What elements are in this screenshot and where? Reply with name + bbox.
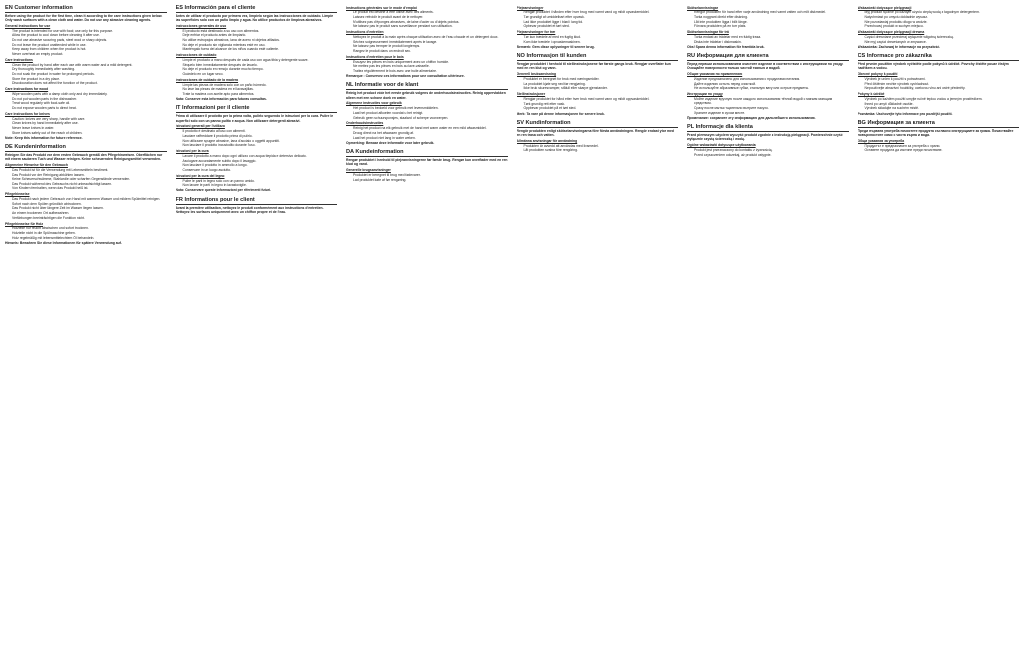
subsection-heading: Pokyny k údržbě	[857, 92, 885, 97]
section-title: EN Customer information	[5, 5, 167, 13]
instruction-list	[176, 58, 338, 76]
list-item: • Храните изделие в сухом месте.	[694, 111, 849, 115]
section-intro: Reinigen Sie das Produkt vor dem ersten Gebrauch gemäß den Pflegehinweisen. Oberflächen nur mit einem sauberen Tuch und Wasser reinigen. Keine scheuernden Reinigungsmittel verwenden.	[5, 152, 163, 162]
section-intro: Reinig het product vóór het eerste gebruik volgens de onderhoudsinstructies. Reinig oppervlakken alleen met een schone doek en water.	[346, 91, 506, 100]
list-item: • The product is intended for use with food; use only for this purpose.	[12, 29, 167, 33]
subsection-heading: Plejeanvisninger for træ	[516, 30, 556, 35]
list-item: • Ne laissez pas tremper le produit longtemps.	[353, 44, 508, 48]
language-section	[687, 53, 849, 120]
list-item: • An einem trockenen Ort aufbewahren.	[12, 211, 167, 215]
instruction-list	[517, 97, 679, 111]
section-title: SV Kundinformation	[517, 120, 679, 128]
instruction-list	[687, 10, 849, 28]
subsection-heading: Instrucciones de cuidado	[175, 53, 217, 58]
list-item: • Produktet er beregnet til brug med fødevarer.	[353, 173, 508, 177]
list-item: • Lad produktet køle af før rengøring.	[353, 178, 508, 182]
list-item: • Het product is bedoeld voor gebruik met levensmiddelen.	[353, 106, 508, 110]
list-item: • Laissez refroidir le produit avant de le nettoyer.	[353, 15, 508, 19]
instruction-list	[176, 83, 338, 97]
list-item: • Tør kun trædele af med en fugtig klud.	[524, 35, 679, 39]
section-title: NO Informasjon til kunden	[517, 53, 679, 61]
instruction-list	[858, 10, 1020, 28]
instruction-list	[858, 77, 1020, 91]
list-item: • Store the product in a dry place.	[12, 77, 167, 81]
language-section	[858, 120, 1020, 153]
list-item: • Das Produkt nicht über längere Zeit im Wasser liegen lassen.	[12, 206, 167, 210]
list-item: • Das Produkt vor der Reinigung abkühlen lassen.	[12, 173, 167, 177]
list-item: • Przed czyszczeniem odczekaj, aż produkt ostygnie.	[694, 153, 849, 157]
section-intro: Prima di utilizzare il prodotto per la prima volta, pulirlo seguendo le istruzioni per la cura. Pulire le superfici solo con un panno pulito e acqua. Non utilizzare detergenti abrasivi.	[175, 114, 334, 123]
section-title: CS Informace pro zákazníka	[858, 53, 1020, 61]
section-intro: Rengör produkten enligt skötselanvisningarna före första användningen. Rengör endast ytor med en ren trasa och vatten.	[516, 128, 675, 137]
list-item: • Tørk grundig rett etter vask.	[524, 102, 679, 106]
list-item: • Conservare in un luogo asciutto.	[183, 168, 338, 172]
list-item: • Nie pozostawiaj produktu długo w wodzie.	[865, 20, 1020, 24]
subsection-heading: Onderhoudsinstructies	[346, 121, 384, 126]
subsection-heading: Allgemeine Hinweise für den Gebrauch	[5, 163, 68, 168]
instruction-list	[5, 29, 167, 56]
section-title: IT Informazioni per il cliente	[176, 105, 338, 113]
list-item: • Сразу после мытья тщательно вытрите насухо.	[694, 106, 849, 110]
list-item: • Das Produkt während des Gebrauchs nicht unbeaufsichtigt lassen.	[12, 182, 167, 186]
list-item: • Reinig het product na elk gebruik met de hand met warm water en een mild afwasmiddel.	[353, 126, 508, 130]
instruction-list	[517, 77, 679, 91]
subsection-heading: Plejeanvisninger	[516, 5, 544, 10]
subsection-heading: Allmänna anvisningar för användning	[516, 138, 578, 143]
subsection-heading: Generelle brugsanvisninger	[346, 168, 391, 173]
subsection-heading: Instrucciones generales de uso	[175, 24, 227, 28]
instruction-list	[5, 226, 167, 240]
list-item: • Droog direct na het afwassen grondig af.	[353, 131, 508, 135]
list-item: • Oppbevar produktet på et tørt sted.	[524, 106, 679, 110]
list-item: • Das Produkt nach jedem Gebrauch von Hand mit warmem Wasser und mildem Spülmittel reinigen.	[12, 197, 167, 201]
list-item: • No deje el producto en remojo durante mucho tiempo.	[183, 67, 338, 71]
list-item: • Deje enfriar el producto antes de limpiarlo.	[183, 33, 338, 37]
list-item: • Продуктът е предназначен за употреба с храни.	[865, 144, 1020, 148]
instruction-list	[687, 77, 849, 91]
list-item: • Guárdelo en un lugar seco.	[183, 72, 338, 76]
list-item: • Holz regelmäßig mit lebensmittelechtem Öl behandeln.	[12, 236, 167, 240]
language-section	[5, 5, 167, 140]
list-item: • Дайте изделию остыть перед очисткой.	[694, 82, 849, 86]
instruction-list	[5, 92, 167, 110]
text-column	[176, 4, 338, 654]
list-item: • Ne laissez pas le produit sans surveillance pendant son utilisation.	[353, 24, 508, 28]
list-item: • Lad ikke produktet ligge i blød i lang tid.	[524, 20, 679, 24]
list-item: • Tør grundigt af umiddelbart efter opvask.	[524, 15, 679, 19]
list-item: • Nettoyez le produit à la main après chaque utilisation avec de l'eau chaude et un détergent doux.	[353, 35, 508, 39]
section-intro: Před prvním použitím výrobek vyčistěte podle pokynů k údržbě. Povrchy čistěte pouze čistým hadříkem a vodou.	[857, 62, 1009, 71]
list-item: • Limpie las piezas de madera solo con un paño húmedo.	[183, 83, 338, 87]
instruction-list	[5, 117, 167, 135]
subsection-heading: Generell bruksanvisning	[516, 72, 557, 77]
language-section	[687, 6, 849, 50]
subsection-heading: Wskazówki dotyczące pielęgnacji drewna	[857, 30, 925, 35]
section-note: Bemærk: Gem disse oplysninger til senere brug.	[516, 44, 595, 49]
subsection-heading: Instrucciones de cuidado de la madera	[175, 77, 239, 82]
list-item: • Torka noggrant direkt efter diskning.	[694, 15, 849, 19]
section-note: Примечание: сохраните эту информацию для дальнейшего использования.	[687, 115, 816, 120]
list-item: • Asciugare accuratamente subito dopo il lavaggio.	[183, 159, 338, 163]
list-item: • Non utilizzare spugne abrasive, lana d'acciaio o oggetti appuntiti.	[183, 139, 338, 143]
language-section	[346, 6, 508, 79]
subsection-heading: Ogólne wskazówki dotyczące użytkowania	[687, 143, 756, 148]
subsection-heading: Pflegehinweise	[5, 192, 30, 197]
instruction-list	[517, 35, 679, 44]
list-item: • Gebruik geen schuursponsjes, staalwol of scherpe voorwerpen.	[353, 116, 508, 120]
instruction-list	[858, 97, 1020, 111]
list-item: • Non lasciare il prodotto incustodito durante l'uso.	[183, 143, 338, 147]
list-item: • Výrobek po každém použití umyjte ručně teplou vodou a jemným prostředkem.	[865, 97, 1020, 101]
list-item: • Myj produkt ręcznie po każdym użyciu ciepłą wodą z łagodnym detergentem.	[865, 10, 1020, 14]
list-item: • Séquelo bien inmediatamente después de lavarlo.	[183, 63, 338, 67]
instruction-list	[176, 154, 338, 172]
list-item: • Produkt jest przeznaczony do kontaktu z żywnością.	[694, 148, 849, 152]
list-item: • Před čištěním nechte výrobek vychladnout.	[865, 82, 1020, 86]
instruction-list	[346, 173, 508, 182]
instruction-list	[858, 144, 1020, 153]
list-item: • Keine Scheuerschwämme, Stahlwolle oder scharfen Gegenstände verwenden.	[12, 177, 167, 181]
section-title: ES Información para el cliente	[176, 5, 338, 13]
list-item: • Do not expose wooden parts to direct heat.	[12, 106, 167, 110]
instruction-list	[5, 168, 167, 191]
instruction-list	[176, 179, 338, 188]
list-item: • Clean the product by hand after each use with warm water and a mild detergent.	[12, 63, 167, 67]
list-item: • Holzteile nur feucht abwischen und sofort trocknen.	[12, 226, 167, 230]
section-note: Nota: Conserve esta información para futuras consultas.	[175, 97, 267, 102]
list-item: • Låt inte produkten ligga i blöt länge.	[694, 20, 849, 24]
section-title: BG Информация за клиента	[858, 120, 1020, 128]
list-item: • Ikke bruk skuresvamper, stålull eller skarpe gjenstander.	[524, 86, 679, 90]
list-item: • Diska inte trädelar i diskmaskin.	[694, 40, 849, 44]
section-intro: Rengør produktet i henhold til plejeanvisningerne før første brug. Rengør kun overflader med en ren klud og vand.	[346, 157, 508, 167]
list-item: • Kom ikke trædele i opvaskemaskinen.	[524, 40, 679, 44]
list-item: • Allow the product to cool down before cleaning it after use.	[12, 33, 167, 37]
section-note: Nota: Conservare queste informazioni per riferimenti futuri.	[175, 188, 272, 193]
language-section	[517, 6, 679, 50]
list-item: • Manténgalo fuera del alcance de los niños cuando esté caliente.	[183, 47, 338, 51]
list-item: • Never overheat an empty product.	[12, 52, 167, 56]
text-column	[5, 4, 167, 654]
section-title: RU Информация для клиента	[687, 53, 849, 61]
instruction-list	[346, 35, 508, 53]
section-note: Hinweis: Bewahren Sie diese Informationen für spätere Verwendung auf.	[5, 240, 122, 245]
list-item: • Keep away from children when the product is hot.	[12, 47, 167, 51]
list-item: • Séchez soigneusement immédiatement après le lavage.	[353, 40, 508, 44]
section-note: Opmerking: Bewaar deze informatie voor later gebruik.	[346, 140, 435, 145]
language-section	[517, 120, 679, 153]
subsection-heading: Istruzioni generali per l'utilizzo	[175, 124, 225, 129]
section-note: Merk: Ta vare på denne informasjonen for senere bruk.	[516, 111, 605, 116]
list-item: • Non lasciare il prodotto in ammollo a lungo.	[183, 163, 338, 167]
list-item: • Essuyez les pièces en bois uniquement avec un chiffon humide.	[353, 60, 508, 64]
list-item: • Das Produkt ist für die Verwendung mit Lebensmitteln bestimmt.	[12, 168, 167, 172]
list-item: • Lavare il prodotto a mano dopo ogni utilizzo con acqua tiepida e detersivo delicato.	[183, 154, 338, 158]
list-item: • Caution: knives are very sharp, handle with care.	[12, 117, 167, 121]
list-item: • El producto está destinado a su uso con alimentos.	[183, 29, 338, 33]
section-title: FR Informations pour le client	[176, 197, 338, 205]
list-item: • Laat het product niet lang in water weken.	[353, 136, 508, 140]
list-item: • Rengör produkten för hand efter varje användning med varmt vatten och milt diskmedel.	[694, 10, 849, 14]
list-item: • No utilice estropajos abrasivos, lana de acero ni objetos afilados.	[183, 38, 338, 42]
list-item: • Le produit est destiné à être utilisé avec des aliments.	[353, 10, 508, 14]
list-item: • Výrobek je určen k použití s potravinami.	[865, 77, 1020, 81]
subsection-heading: Instructions d'entretien	[346, 30, 384, 35]
text-column	[346, 4, 508, 654]
list-item: • N'utilisez pas d'éponges abrasives, de laine d'acier ou d'objets pointus.	[353, 20, 508, 24]
instruction-list	[346, 126, 508, 140]
list-item: • No lave las piezas de madera en el lavavajillas.	[183, 87, 338, 91]
instruction-list	[687, 35, 849, 44]
subsection-heading: Algemene instructies voor gebruik	[346, 101, 402, 106]
list-item: • Do not soak the product in water for prolonged periods.	[12, 72, 167, 76]
list-item: • Nepoužívejte abrazivní houbičky, ocelovou vlnu ani ostré předměty.	[865, 86, 1020, 90]
section-intro: Before using the product for the first time, clean it according to the care instructions given below. Only wash surfaces with a clean cloth and water. Do not use any abrasive cleaning agents.	[5, 13, 163, 23]
list-item: • Rengør produktet i hånden efter hver brug med varmt vand og mildt opvaskemiddel.	[524, 10, 679, 14]
instruction-list	[176, 129, 338, 147]
list-item: • Natychmiast po umyciu dokładnie wysusz.	[865, 15, 1020, 19]
list-item: • Изделие предназначено для использования с продуктами питания.	[694, 77, 849, 81]
list-item: • Do not use abrasive scouring pads, steel wool or sharp objects.	[12, 38, 167, 42]
list-item: • Treat wood regularly with food-safe oil.	[12, 101, 167, 105]
list-item: • La produktet kjøle seg ned før rengjøring.	[524, 82, 679, 86]
instruction-list	[346, 106, 508, 120]
list-item: • Ne mettez pas les pièces en bois au lave-vaisselle.	[353, 64, 508, 68]
language-section	[176, 105, 338, 192]
list-item: • Rengjør produktet for hånd etter hver bruk med varmt vann og mildt oppvaskmiddel.	[524, 97, 679, 101]
list-item: • Laat het product afkoelen voordat u het reinigt.	[353, 111, 508, 115]
language-section	[176, 5, 338, 101]
list-item: • Förvara produkten på en torr plats.	[694, 24, 849, 28]
list-item: • Limpie el producto a mano después de cada uso con agua tibia y detergente suave.	[183, 58, 338, 62]
subsection-heading: Skötselanvisningar	[687, 5, 719, 10]
section-title: DA Kundeinformation	[346, 149, 508, 157]
list-item: • Do not put wooden parts in the dishwasher.	[12, 97, 167, 101]
list-item: • Výrobek skladujte na suchém místě.	[865, 106, 1020, 110]
list-item: • Discolouration does not affect the function of the product.	[12, 81, 167, 85]
list-item: • Rangez le produit dans un endroit sec.	[353, 49, 508, 53]
list-item: • Ihned po umytí důkladně osušte.	[865, 102, 1020, 106]
subsection-heading: Istruzioni per la cura	[175, 149, 209, 154]
list-item: • Pulire le parti in legno solo con un panno umido.	[183, 179, 338, 183]
list-item: • Sofort nach dem Spülen gründlich abtrocknen.	[12, 202, 167, 206]
instruction-list	[517, 10, 679, 28]
list-item: • Von Kindern fernhalten, wenn das Produkt heiß ist.	[12, 186, 167, 190]
section-title: NL Informatie voor de klant	[346, 82, 508, 90]
section-intro: Преди първата употреба почистете продукта съгласно инструкциите за грижа. Почиствайте повърхностите само с чиста кърпа и вода.	[857, 128, 1014, 137]
language-section	[176, 197, 338, 214]
instruction-list	[5, 63, 167, 86]
subsection-heading: Pflegehinweise für Holz	[5, 221, 44, 226]
list-item: • Opbevar produktet et tørt sted.	[524, 24, 679, 28]
text-column	[858, 4, 1020, 654]
subsection-heading: Instructions générales sur le mode d'emploi	[346, 5, 417, 10]
section-title: DE Kundeninformation	[5, 144, 167, 152]
list-item: • Låt produkten svalna före rengöring.	[524, 148, 679, 152]
instruction-list	[517, 144, 679, 153]
section-note: Obs! Spara denna information för framtida bruk.	[687, 44, 765, 49]
language-section	[687, 124, 849, 157]
subsection-heading: General instructions for use	[5, 24, 51, 28]
list-item: • Traitez régulièrement le bois avec une huile alimentaire.	[353, 69, 508, 73]
list-item: • Torka endast av trädelar med en fuktig trasa.	[694, 35, 849, 39]
subsection-heading: Skötselanvisningar för trä	[687, 30, 729, 35]
list-item: • No deje el producto sin vigilancia mientras esté en uso.	[183, 43, 338, 47]
list-item: • Dry thoroughly immediately after washing.	[12, 67, 167, 71]
instruction-list	[346, 60, 508, 74]
list-item: • Przechowuj produkt w suchym miejscu.	[865, 24, 1020, 28]
language-section	[346, 149, 508, 182]
list-item: • Clean knives by hand immediately after use.	[12, 121, 167, 125]
instruction-list	[687, 148, 849, 157]
language-section	[346, 82, 508, 145]
list-item: • Non lavare le parti in legno in lavastoviglie.	[183, 183, 338, 187]
list-item: • Оставете продукта да изстине преди почистване.	[865, 148, 1020, 152]
section-intro: Avant la première utilisation, nettoyez le produit conformément aux instructions d'entretien. Nettoyez les surfaces uniquement avec un chiffon propre et de l'eau.	[175, 205, 324, 214]
list-item: • Produkten är avsedd att användas med livsmedel.	[524, 144, 679, 148]
instruction-list	[176, 29, 338, 52]
list-item: • Не используйте абразивные губки, стальную вату или острые предметы.	[694, 86, 849, 90]
list-item: • Nie myj części drewnianych w zmywarce.	[865, 40, 1020, 44]
text-column	[517, 4, 679, 654]
subsection-heading: Инструкции по уходу	[687, 92, 723, 97]
language-section	[858, 53, 1020, 116]
subsection-heading: Общи указания за употреба	[857, 138, 905, 143]
list-item: • Trate la madera con aceite apto para alimentos.	[183, 92, 338, 96]
subsection-heading: Instructions d'entretien pour le bois	[346, 54, 404, 59]
list-item: • Store knives safely out of the reach of children.	[12, 131, 167, 135]
text-column	[687, 4, 849, 654]
subsection-heading: Obecné pokyny k použití	[857, 72, 898, 77]
instruction-list	[687, 97, 849, 115]
section-intro: Przed pierwszym użyciem wyczyść produkt zgodnie z instrukcją pielęgnacji. Powierzchnie czyść wyłącznie czystą ściereczką i wodą.	[687, 132, 843, 142]
language-section	[517, 53, 679, 116]
section-note: Wskazówka: Zachowaj te informacje na przyszłość.	[857, 44, 941, 49]
list-item: • Produktet er beregnet for bruk med næringsmidler.	[524, 77, 679, 81]
section-intro: Rengjør produktet i henhold til stellinstruksjonene før første gangs bruk. Rengjør overflater kun med en ren klut og vann.	[516, 62, 671, 71]
list-item: • Lasciare raffreddare il prodotto prima di pulirlo.	[183, 134, 338, 138]
subsection-heading: Care instructions for knives	[5, 111, 50, 116]
section-title: PL Informacje dla klienta	[687, 124, 849, 132]
section-intro: Перед первым использованием очистите изделие в соответствии с инструкциями по уходу. Очищайте поверхности только чистой тканью и водой.	[687, 62, 844, 71]
subsection-heading: Istruzioni per la cura del legno	[175, 173, 225, 178]
subsection-heading: Wskazówki dotyczące pielęgnacji	[857, 5, 912, 10]
list-item: • Wipe wooden parts with a damp cloth only and dry immediately.	[12, 92, 167, 96]
subsection-heading: Care instructions for wood	[5, 87, 49, 92]
section-note: Poznámka: Uschovejte tyto informace pro pozdější použití.	[857, 111, 953, 116]
list-item: • Мойте изделие вручную после каждого использования тёплой водой с мягким моющим средством.	[694, 97, 849, 106]
subsection-heading: Общие указания по применению	[687, 72, 743, 77]
section-note: Remarque : Conservez ces informations pour une consultation ultérieure.	[346, 74, 465, 79]
instruction-list	[5, 197, 167, 220]
section-intro: Antes de utilizar el producto por primera vez, límpielo según las instrucciones de cuidado. Limpie las superficies solo con un paño limpio y agua. No utilice productos de limpieza abrasivos.	[175, 13, 334, 23]
subsection-heading: Care instructions	[5, 57, 33, 62]
language-section	[5, 144, 167, 245]
list-item: • Verfärbungen beeinträchtigen die Funktion nicht.	[12, 216, 167, 220]
language-section	[858, 6, 1020, 50]
list-item: • Il prodotto è destinato all'uso con alimenti.	[183, 129, 338, 133]
list-item: • Do not leave the product unattended while in use.	[12, 43, 167, 47]
instruction-list	[346, 10, 508, 28]
subsection-heading: Stellinstruksjoner	[516, 92, 546, 97]
section-note: Note: Keep this information for future reference.	[5, 135, 83, 140]
list-item: • Holzteile nicht in die Spülmaschine geben.	[12, 231, 167, 235]
instruction-list	[858, 35, 1020, 44]
list-item: • Never leave knives in water.	[12, 126, 167, 130]
list-item: • Części drewniane przecieraj wyłącznie wilgotną ściereczką.	[865, 35, 1020, 39]
